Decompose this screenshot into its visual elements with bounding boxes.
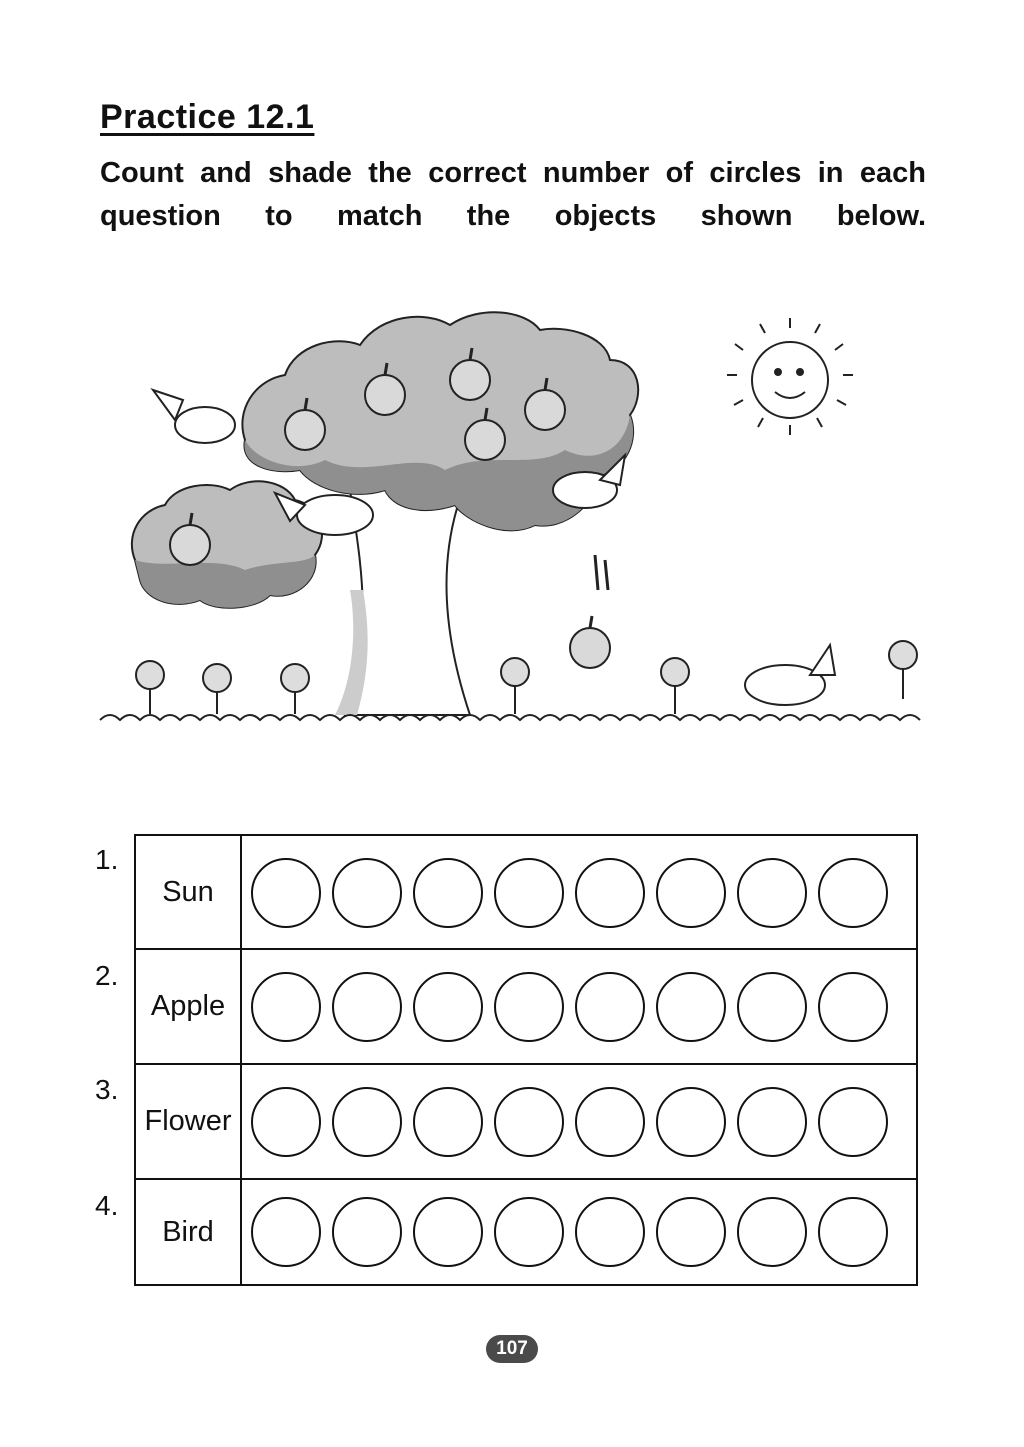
circle-set bbox=[242, 1180, 888, 1284]
shade-circle[interactable] bbox=[251, 1197, 321, 1267]
shade-circle[interactable] bbox=[413, 858, 483, 928]
shade-circle[interactable] bbox=[656, 1087, 726, 1157]
grass-line bbox=[100, 715, 920, 720]
instruction-text: Count and shade the correct number of circles in each question to match the objects shown below. bbox=[100, 157, 926, 232]
shade-circle[interactable] bbox=[494, 1087, 564, 1157]
shade-circle[interactable] bbox=[737, 972, 807, 1042]
row-label: Flower bbox=[136, 1065, 242, 1178]
question-number: 4. bbox=[95, 1190, 119, 1221]
row-label: Bird bbox=[136, 1180, 242, 1284]
shade-circle[interactable] bbox=[737, 1087, 807, 1157]
question-row-bird bbox=[136, 1180, 916, 1284]
shade-circle[interactable] bbox=[251, 1087, 321, 1157]
shade-circle[interactable] bbox=[656, 972, 726, 1042]
shade-circle[interactable] bbox=[251, 972, 321, 1042]
question-number: 3. bbox=[95, 1074, 119, 1105]
shade-circle[interactable] bbox=[494, 972, 564, 1042]
shade-circle[interactable] bbox=[656, 858, 726, 928]
circle-set bbox=[242, 1065, 888, 1178]
shade-circle[interactable] bbox=[575, 1197, 645, 1267]
circle-set bbox=[242, 950, 888, 1063]
row-label: Sun bbox=[136, 836, 242, 949]
sun-icon bbox=[752, 342, 828, 418]
shade-circle[interactable] bbox=[332, 858, 402, 928]
shade-circle[interactable] bbox=[413, 1197, 483, 1267]
circle-set bbox=[242, 836, 888, 949]
shade-circle[interactable] bbox=[332, 1197, 402, 1267]
shade-circle[interactable] bbox=[494, 858, 564, 928]
shade-circle[interactable] bbox=[575, 1087, 645, 1157]
question-row-flower bbox=[136, 1065, 916, 1178]
shade-circle[interactable] bbox=[332, 972, 402, 1042]
shade-circle[interactable] bbox=[332, 1087, 402, 1157]
shade-circle[interactable] bbox=[737, 1197, 807, 1267]
page-number-badge: 107 bbox=[486, 1335, 538, 1363]
row-label: Apple bbox=[136, 950, 242, 1063]
shade-circle[interactable] bbox=[818, 1087, 888, 1157]
shade-circle[interactable] bbox=[413, 972, 483, 1042]
tree-scene-illustration bbox=[95, 300, 940, 730]
shade-circle[interactable] bbox=[575, 858, 645, 928]
shade-circle[interactable] bbox=[737, 858, 807, 928]
shade-circle[interactable] bbox=[413, 1087, 483, 1157]
shade-circle[interactable] bbox=[818, 972, 888, 1042]
shade-circle[interactable] bbox=[818, 858, 888, 928]
question-row-apple bbox=[136, 950, 916, 1063]
shade-circle[interactable] bbox=[656, 1197, 726, 1267]
question-number: 2. bbox=[95, 960, 119, 991]
question-row-sun bbox=[136, 836, 916, 949]
shade-circle[interactable] bbox=[251, 858, 321, 928]
shade-circle[interactable] bbox=[575, 972, 645, 1042]
shade-circle[interactable] bbox=[494, 1197, 564, 1267]
answer-grid bbox=[134, 834, 918, 1286]
page-title: Practice 12.1 bbox=[100, 98, 315, 136]
question-number: 1. bbox=[95, 844, 119, 875]
shade-circle[interactable] bbox=[818, 1197, 888, 1267]
